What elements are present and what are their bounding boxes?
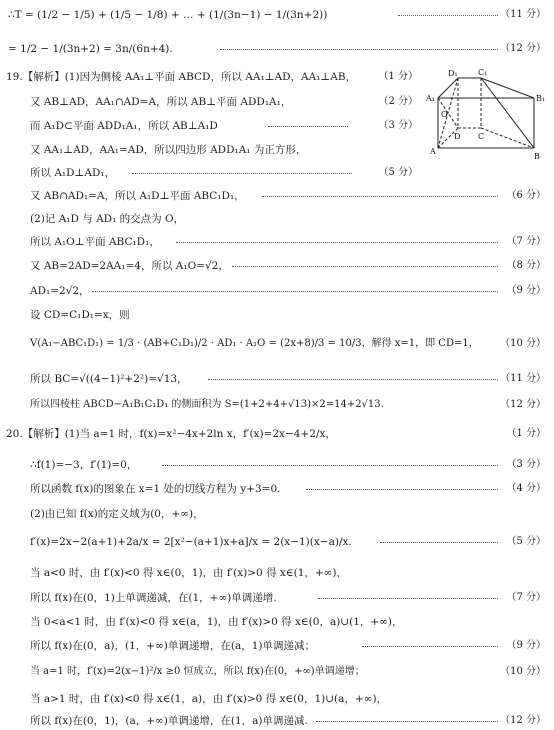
label-D1: D₁: [448, 69, 458, 78]
leader-dots: [318, 598, 498, 599]
leader-dots: [262, 196, 498, 197]
points-label: （8 分）: [506, 260, 546, 271]
line: [0, 335, 554, 353]
line: [0, 480, 554, 498]
line-text: f′(x)=2x−2(a+1)+2a/x = 2[x²−(a+1)x+a]/x = 2(x−1)(x−a)/x.: [30, 536, 352, 548]
points-label: （1 分）: [506, 428, 546, 439]
leader-dots: [232, 266, 498, 267]
line-text: (2)记 A₁D 与 AD₁ 的交点为 O，: [30, 213, 185, 225]
line: [0, 233, 554, 251]
leader-dots: [220, 49, 498, 50]
line: [0, 306, 554, 324]
points-label: （10 分）: [500, 338, 546, 349]
line-text: 19.【解析】(1)因为侧棱 AA₁⊥平面 ABCD，所以 AA₁⊥AD，AA₁⊥AB，: [6, 71, 357, 83]
leader-dots: [208, 379, 498, 380]
line: [0, 564, 554, 582]
line: [0, 210, 554, 228]
line: [0, 40, 554, 58]
line: [0, 6, 554, 24]
leader-dots: [268, 126, 348, 127]
prism-figure: [424, 66, 550, 162]
line-text: 所以四棱柱 ABCD−A₁B₁C₁D₁ 的侧面积为 S=(1+2+4+√13)×2=14+2√13.: [30, 399, 384, 410]
line-text: = 1/2 − 1/(3n+2) = 3n/(6n+4).: [8, 43, 173, 55]
points-label: （7 分）: [506, 592, 546, 603]
label-B1: B₁: [536, 94, 546, 103]
leader-dots: [92, 291, 498, 292]
points-label: （9 分）: [506, 640, 546, 651]
line: [0, 690, 554, 708]
line-text: 又 AB=2AD=2AA₁=4，所以 A₁O=√2，: [30, 260, 229, 272]
line: [0, 613, 554, 631]
line-text: V(A₁−ABC₁D₁) = 1/3 · (AB+C₁D₁)/2 · AD₁ · A₁O = (2x+8)/3 = 10/3，解得 x=1，即 CD=1，: [30, 338, 479, 349]
line: [0, 456, 554, 474]
line: [0, 396, 554, 414]
line: [0, 282, 554, 300]
points-label: （3 分）: [506, 459, 546, 470]
points-label: （12 分）: [500, 43, 546, 54]
label-A: A: [430, 147, 436, 156]
leader-dots: [162, 465, 498, 466]
line-text: 所以 BC=√((4−1)²+2²)=√13，: [30, 373, 188, 385]
line-text: 又 AB⊥AD，AA₁∩AD=A，所以 AB⊥平面 ADD₁A₁，: [30, 96, 292, 108]
line: [0, 370, 554, 388]
leader-dots: [306, 489, 498, 490]
line-text: 当 a=1 时，f′(x)=2(x−1)²/x ≥0 恒成立，所以 f(x)在(0，+∞)单调递增；: [30, 666, 365, 677]
label-C1: C₁: [478, 68, 488, 77]
line-text: 当 a<0 时，由 f′(x)<0 得 x∈(0，1)，由 f′(x)>0 得 x∈(1，+∞)，: [30, 567, 348, 579]
points-label: （7 分）: [506, 236, 546, 247]
label-D: D: [454, 132, 461, 141]
points-label: （10 分）: [500, 666, 546, 677]
leader-dots: [316, 721, 498, 722]
line: [0, 589, 554, 607]
line-text: 当 0<a<1 时，由 f′(x)<0 得 x∈(a，1)，由 f′(x)>0 得 x∈(0，a)∪(1，+∞)，: [30, 616, 403, 628]
points-label: （11 分）: [500, 373, 546, 384]
label-O: O: [441, 110, 448, 119]
line: [0, 637, 554, 655]
line: [0, 663, 554, 681]
line: [0, 164, 554, 182]
line-text: 设 CD=C₁D₁=x，则: [30, 309, 130, 321]
line-text: 所以 f(x)在(0，1)上单调递减，在(1，+∞)单调递增.: [30, 592, 277, 604]
points-label: （2 分）: [378, 96, 418, 107]
line-text: 当 a>1 时，由 f′(x)<0 得 x∈(1，a)，由 f′(x)>0 得 x∈(0，1)∪(a，+∞)，: [30, 693, 388, 705]
points-label: （5 分）: [506, 536, 546, 547]
points-label: （5 分）: [378, 167, 418, 178]
line: [0, 257, 554, 275]
points-label: （11 分）: [500, 9, 546, 20]
points-label: （3 分）: [378, 120, 418, 131]
line-text: ∴f(1)=−3，f′(1)=0，: [30, 459, 138, 471]
leader-dots: [362, 646, 498, 647]
line-text: 又 AB∩AD₁=A，所以 A₁D⊥平面 ABC₁D₁，: [30, 190, 245, 202]
line-text: 所以 f(x)在(0，a)，(1，+∞)单调递增，在(a，1)单调递减；: [30, 640, 316, 652]
label-C: C: [478, 132, 485, 141]
leader-dots: [132, 173, 352, 174]
leader-dots: [398, 15, 498, 16]
line-text: AD₁=2√2，: [30, 285, 90, 297]
line: [0, 712, 554, 730]
line-text: 所以函数 f(x)的图象在 x=1 处的切线方程为 y+3=0.: [30, 483, 281, 495]
points-label: （4 分）: [506, 483, 546, 494]
points-label: （12 分）: [500, 715, 546, 726]
label-A1: A₁: [426, 94, 435, 103]
line-text: 所以 f(x)在(0，1)，(a，+∞)单调递增，在(1，a)单调递减.: [30, 715, 308, 727]
line-text: 20.【解析】(1)当 a=1 时，f(x)=x²−4x+2ln x，f′(x)=2x−4+2/x，: [6, 428, 336, 440]
leader-dots: [176, 242, 498, 243]
leader-dots: [380, 542, 498, 543]
points-label: （9 分）: [506, 285, 546, 296]
line: [0, 505, 554, 523]
line-text: ∴T = (1/2 − 1/5) + (1/5 − 1/8) + … + (1/(3n−1) − 1/(3n+2)): [8, 9, 328, 21]
line: [0, 533, 554, 551]
line-text: (2)由已知 f(x)的定义域为(0，+∞)，: [30, 508, 204, 520]
line-text: 所以 A₁D⊥AD₁，: [30, 167, 116, 179]
line: [0, 425, 554, 443]
points-label: （1 分）: [378, 71, 418, 82]
points-label: （12 分）: [500, 399, 546, 410]
line-text: 所以 A₁O⊥平面 ABC₁D₁，: [30, 236, 160, 248]
line-text: 又 AA₁⊥AD，AA₁=AD，所以四边形 ADD₁A₁ 为正方形，: [30, 144, 307, 156]
line-text: 而 A₁D⊂平面 ADD₁A₁，所以 AB⊥A₁D: [30, 120, 218, 132]
label-B: B: [534, 152, 540, 161]
points-label: （6 分）: [506, 190, 546, 201]
line: [0, 187, 554, 205]
